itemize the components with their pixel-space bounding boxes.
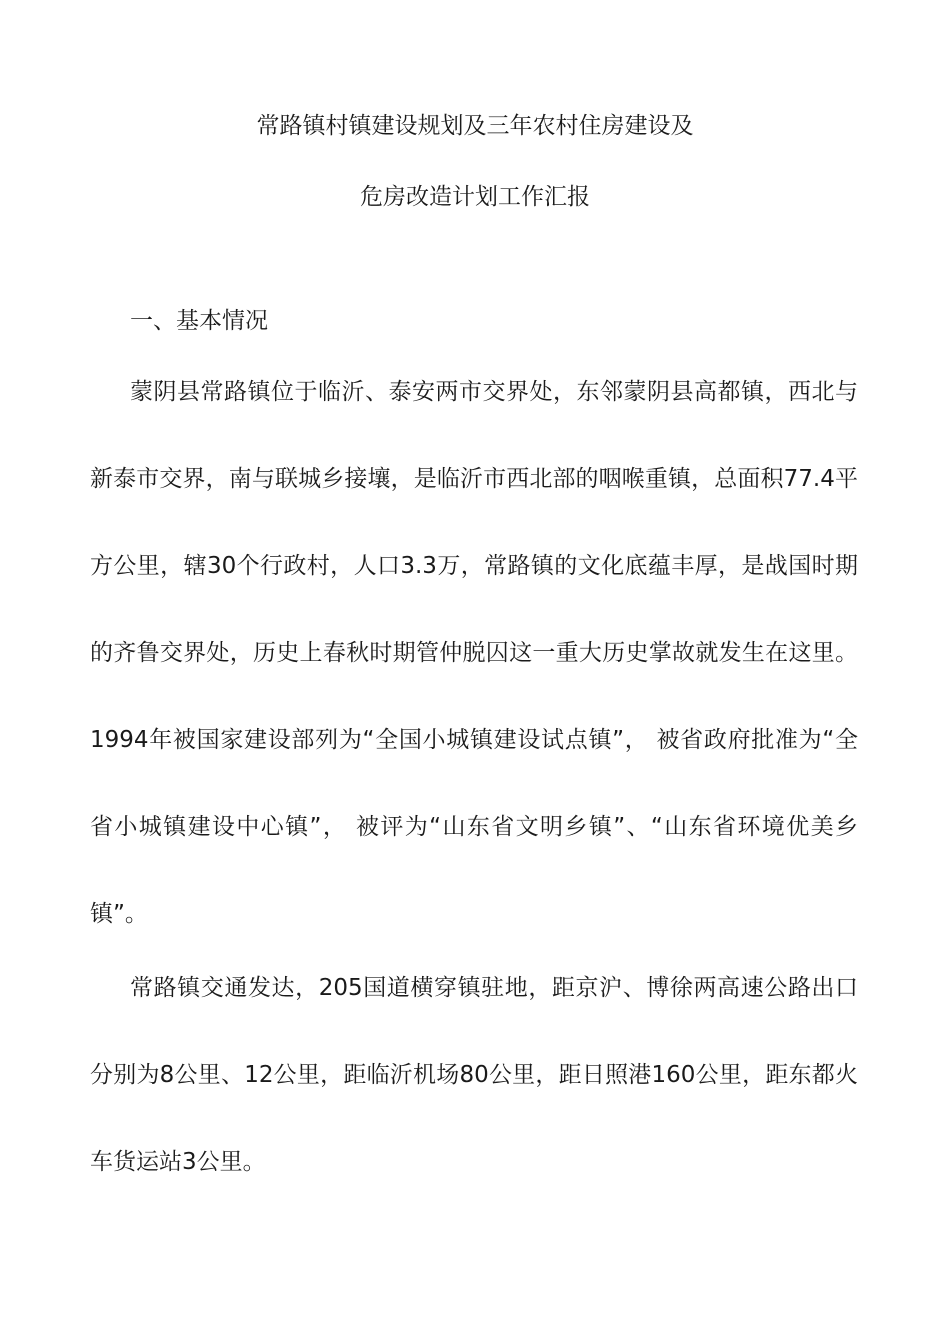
paragraph-location: 蒙阴县常路镇位于临沂、泰安两市交界处，东邻蒙阴县高都镇，西北与新泰市交界，南与联城乡接壤，是临沂市西北部的咽喉重镇，总面积77.4平方公里，辖30个行政村，人口3.3万，常路镇的文化底蕴丰厚，是战国时期的齐鲁交界处，历史上春秋时期管仲脱囚这一重大历史掌故就发生在这里。1994年被国家建设部列为“全国小城镇建设试点镇”， 被省政府批准为“全省小城镇建设中心镇”， 被评为“山东省文明乡镇”、“山东省环境优美乡镇”。	[90, 379, 858, 927]
section-heading: 一、基本情况	[130, 308, 268, 334]
document-title-line-2: 危房改造计划工作汇报	[360, 184, 590, 210]
paragraph-transportation: 常路镇交通发达，205国道横穿镇驻地，距京沪、博徐两高速公路出口分别为8公里、12公里，距临沂机场80公里，距日照港160公里，距东都火车货运站3公里。	[90, 975, 858, 1175]
document-title-line-1: 常路镇村镇建设规划及三年农村住房建设及	[256, 113, 694, 139]
